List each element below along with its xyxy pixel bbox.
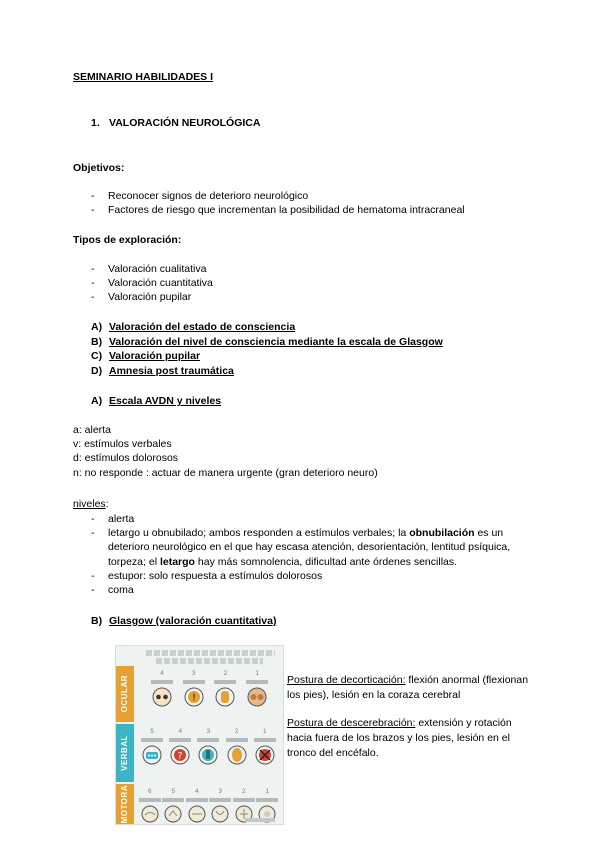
section-number: 1. — [91, 117, 100, 129]
motora-cell: 4 — [185, 788, 209, 823]
outline-item: D) Amnesia post traumática — [91, 364, 234, 377]
avdn-item: n: no responde : actuar de manera urgente (gran deterioro neuro) — [73, 466, 378, 479]
outline-list — [91, 320, 443, 378]
svg-text:!: ! — [191, 692, 196, 704]
ocular-cell: 3 ! — [182, 670, 206, 707]
figure-credit — [245, 818, 275, 822]
command-icon — [184, 687, 204, 707]
withdraws-icon — [188, 805, 206, 823]
outline-item: B) Valoración del nivel de consciencia mediante la escala de Glasgow — [91, 335, 443, 348]
objetivos-list — [91, 189, 465, 217]
avdn-list — [73, 423, 378, 480]
figure-caption-lines — [156, 658, 263, 664]
avdn-item: d: estímulos dolorosos — [73, 452, 179, 465]
verbal-band: VERBAL — [116, 724, 134, 782]
sounds-icon — [227, 745, 247, 765]
verbal-cell: 4 ? — [168, 728, 192, 765]
niveles-label: niveles: — [73, 498, 109, 510]
motora-cell: 1 — [256, 788, 280, 823]
section-title: VALORACIÓN NEUROLÓGICA — [109, 117, 261, 129]
avdn-item: v: estímulos verbales — [73, 438, 172, 451]
list-item: - Reconocer signos de deterioro neurológico — [91, 190, 309, 202]
outline-item: A) Valoración del estado de consciencia — [91, 321, 296, 333]
obeys-icon — [141, 805, 159, 823]
motora-cell: 6 — [138, 788, 162, 823]
list-item: - letargo u obnubilado; ambos responden a estímulos verbales; la obnubilación es un deterioro neurológico en el que hay escasa atención, desorientación, lentitud psíquica, torpeza; el letargo hay más somnolencia, dificultad ante órdenes sencillas. — [91, 527, 511, 568]
glasgow-figure — [115, 645, 284, 825]
list-item: - Valoración cualitativa — [91, 263, 207, 275]
descerebracion-note: Postura de descerebración: extensión y rotación hacia fuera de los brazos y los pies, lesión en el tronco del encéfalo. — [287, 717, 512, 760]
avdn-heading: A) Escala AVDN y niveles — [91, 395, 222, 407]
niveles-list — [91, 512, 531, 597]
list-item: - alerta — [91, 513, 135, 525]
eyes-open-icon — [152, 687, 172, 707]
list-item: - Factores de riesgo que incrementan la posibilidad de hematoma intracraneal — [91, 204, 465, 217]
ocular-band: OCULAR — [116, 666, 134, 722]
verbal-cell: 2 — [225, 728, 249, 765]
verbal-cell: 5 — [140, 728, 164, 765]
list-item: - Valoración cuantitativa — [91, 277, 213, 290]
pain-icon — [215, 687, 235, 707]
verbal-cell: 3 — [196, 728, 220, 765]
svg-text:?: ? — [177, 751, 183, 762]
ocular-cell: 2 — [213, 670, 237, 707]
avdn-item: a: alerta — [73, 424, 111, 436]
motora-cell: 5 — [162, 788, 186, 823]
words-icon — [198, 745, 218, 765]
no-response-icon — [255, 745, 275, 765]
verbal-row — [138, 728, 279, 765]
confused-icon — [170, 745, 190, 765]
list-item: - estupor: solo respuesta a estímulos dolorosos — [91, 569, 323, 582]
outline-item: C) Valoración pupilar — [91, 350, 201, 362]
list-item: - Valoración pupilar — [91, 291, 192, 304]
flexion-icon — [211, 805, 229, 823]
ocular-row — [146, 670, 273, 707]
motora-cell: 3 — [209, 788, 233, 823]
motora-cell: 2 — [232, 788, 256, 823]
section-heading — [91, 116, 260, 130]
oriented-icon — [142, 745, 162, 765]
localizes-icon — [164, 805, 182, 823]
verbal-cell: 1 — [253, 728, 277, 765]
ocular-cell: 4 — [150, 670, 174, 707]
tipos-list — [91, 262, 213, 305]
ocular-cell: 1 — [245, 670, 269, 707]
motora-band: MOTORA — [116, 784, 134, 824]
decorticacion-note: Postura de decorticación: flexión anormal (flexionan los pies), lesión en la coraza cerebral — [287, 674, 529, 702]
tipos-heading: Tipos de exploración: — [73, 234, 182, 246]
figure-caption-lines — [146, 650, 275, 656]
eyes-closed-icon — [247, 687, 267, 707]
list-item: - coma — [91, 583, 134, 596]
glasgow-heading: B) Glasgow (valoración cuantitativa) — [91, 615, 277, 627]
objetivos-heading: Objetivos: — [73, 162, 125, 174]
document-title: SEMINARIO HABILIDADES I — [73, 71, 214, 83]
